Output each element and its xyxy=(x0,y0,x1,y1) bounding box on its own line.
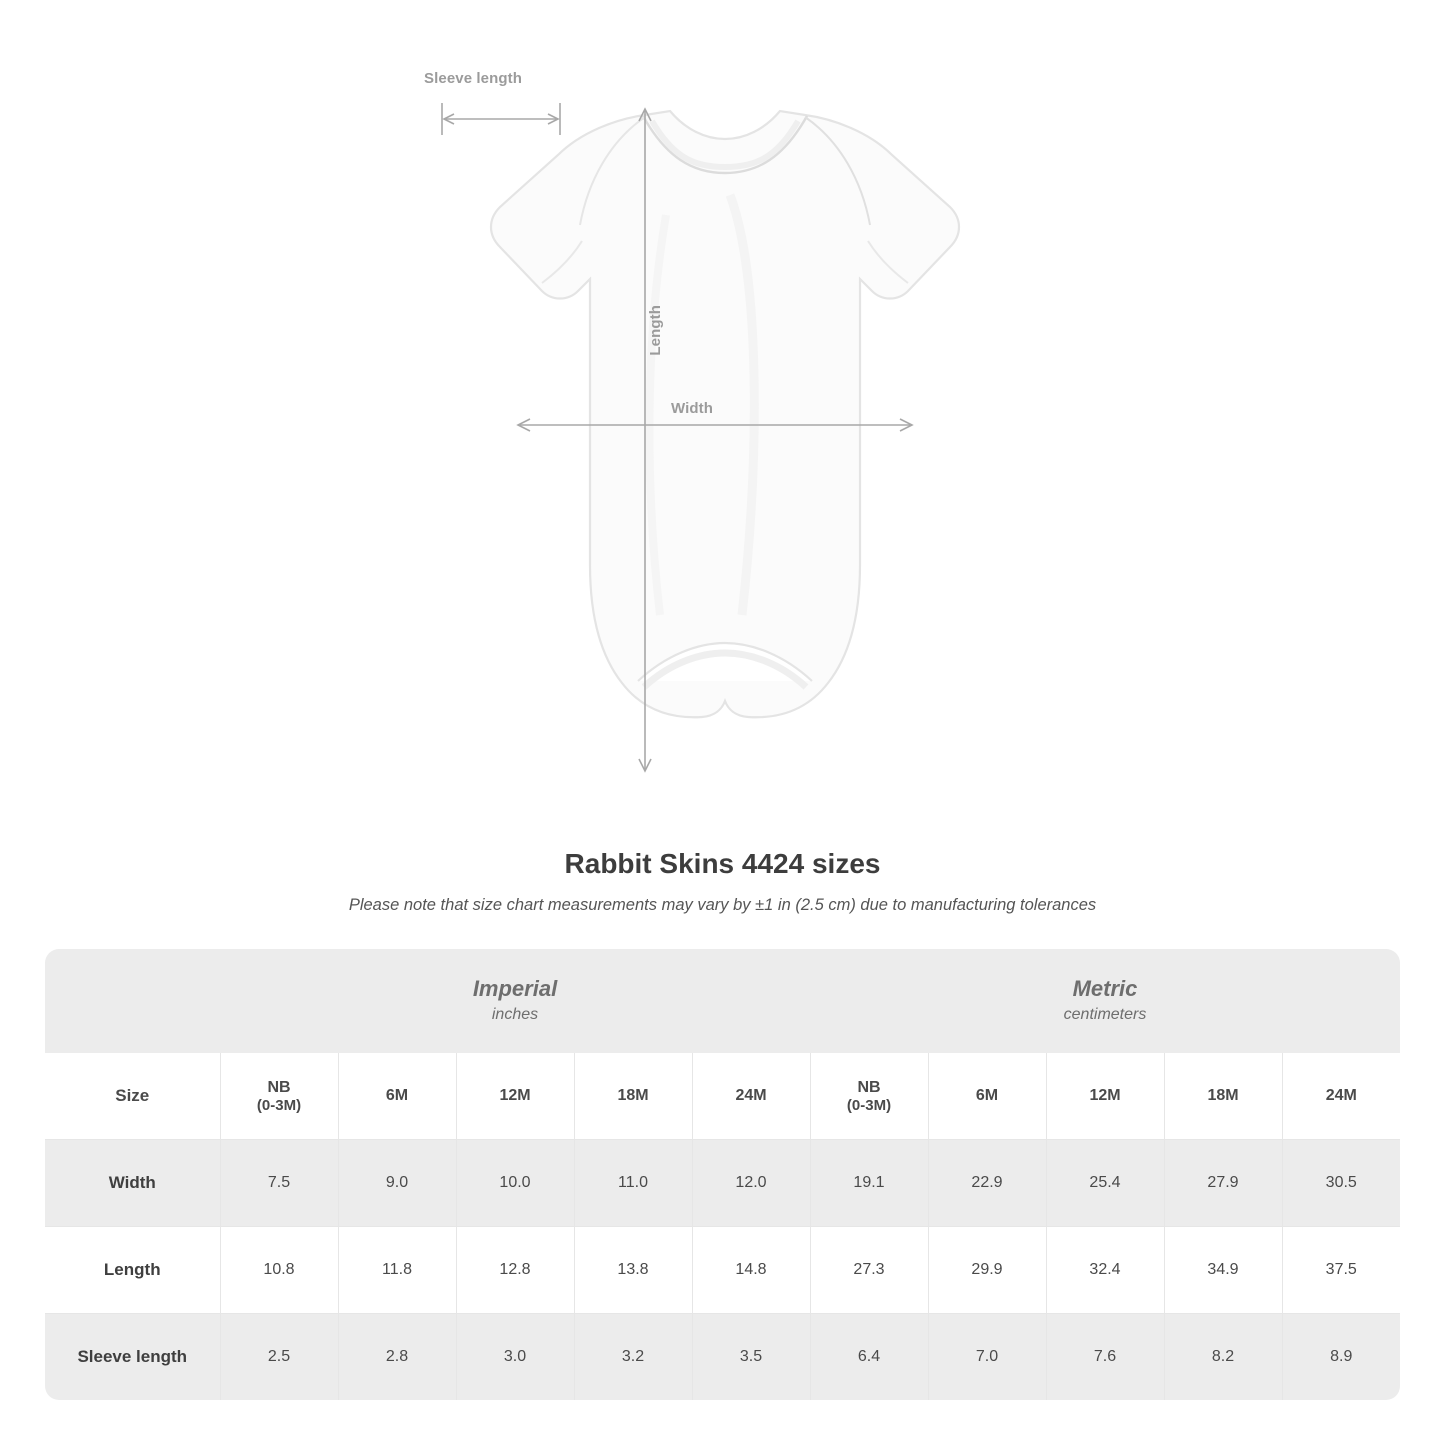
cell-sleeve-18m-in: 3.2 xyxy=(574,1314,692,1401)
cell-width-24m-cm: 30.5 xyxy=(1282,1140,1400,1227)
cell-width-6m-in: 9.0 xyxy=(338,1140,456,1227)
size-header-nb-in xyxy=(220,1053,338,1140)
cell-sleeve-12m-in: 3.0 xyxy=(456,1314,574,1401)
cell-length-18m-cm: 34.9 xyxy=(1164,1227,1282,1314)
cell-sleeve-6m-in: 2.8 xyxy=(338,1314,456,1401)
cell-width-24m-in: 12.0 xyxy=(692,1140,810,1227)
cell-length-12m-in: 12.8 xyxy=(456,1227,574,1314)
size-header-6m-in: 6M xyxy=(338,1053,456,1140)
sleeve-length-annotation: Sleeve length xyxy=(424,70,523,87)
size-label: NB xyxy=(857,1078,881,1096)
bodysuit-svg xyxy=(430,95,1020,785)
size-header-18m-cm: 18M xyxy=(1164,1053,1282,1140)
title-block xyxy=(0,848,1445,915)
size-chart-table xyxy=(45,949,1400,1400)
size-header-cell: Size xyxy=(45,1053,220,1140)
row-label-length: Length xyxy=(45,1227,220,1314)
tolerance-note: Please note that size chart measurements may vary by ±1 in (2.5 cm) due to manufacturing tolerances xyxy=(348,896,1097,914)
size-header-row xyxy=(45,1053,1400,1140)
size-header-24m-cm: 24M xyxy=(1282,1053,1400,1140)
size-header-6m-cm: 6M xyxy=(928,1053,1046,1140)
unit-group-metric xyxy=(810,949,1400,1053)
cell-length-6m-cm: 29.9 xyxy=(928,1227,1046,1314)
bodysuit-body xyxy=(491,111,959,717)
row-label-width: Width xyxy=(45,1140,220,1227)
cell-sleeve-6m-cm: 7.0 xyxy=(928,1314,1046,1401)
cell-sleeve-nb-cm: 6.4 xyxy=(810,1314,928,1401)
unit-corner-cell xyxy=(45,949,220,1053)
unit-group-imperial xyxy=(220,949,810,1053)
table-row xyxy=(45,1227,1400,1314)
size-header-18m-in: 18M xyxy=(574,1053,692,1140)
cell-sleeve-24m-in: 3.5 xyxy=(692,1314,810,1401)
size-sublabel: (0-3M) xyxy=(256,1096,302,1114)
bodysuit-figure xyxy=(430,95,1020,785)
unit-group-metric-label: Metric xyxy=(1072,976,1138,1002)
cell-width-18m-cm: 27.9 xyxy=(1164,1140,1282,1227)
size-header-24m-in: 24M xyxy=(692,1053,810,1140)
size-header-nb-cm xyxy=(810,1053,928,1140)
size-chart-table-wrap xyxy=(45,949,1400,1400)
cell-length-18m-in: 13.8 xyxy=(574,1227,692,1314)
cell-length-6m-in: 11.8 xyxy=(338,1227,456,1314)
table-row xyxy=(45,1314,1400,1401)
unit-group-metric-sub: centimeters xyxy=(1063,1005,1147,1023)
length-annotation: Length xyxy=(647,305,664,356)
table-row xyxy=(45,1140,1400,1227)
cell-width-nb-cm: 19.1 xyxy=(810,1140,928,1227)
cell-sleeve-12m-cm: 7.6 xyxy=(1046,1314,1164,1401)
cell-sleeve-nb-in: 2.5 xyxy=(220,1314,338,1401)
width-annotation: Width xyxy=(671,400,714,417)
cell-length-nb-cm: 27.3 xyxy=(810,1227,928,1314)
cell-width-12m-in: 10.0 xyxy=(456,1140,574,1227)
cell-width-nb-in: 7.5 xyxy=(220,1140,338,1227)
cell-sleeve-24m-cm: 8.9 xyxy=(1282,1314,1400,1401)
cell-width-18m-in: 11.0 xyxy=(574,1140,692,1227)
cell-length-12m-cm: 32.4 xyxy=(1046,1227,1164,1314)
size-sublabel: (0-3M) xyxy=(846,1096,892,1114)
unit-group-imperial-label: Imperial xyxy=(472,976,558,1002)
row-label-sleeve-length: Sleeve length xyxy=(45,1314,220,1401)
cell-sleeve-18m-cm: 8.2 xyxy=(1164,1314,1282,1401)
cell-length-24m-cm: 37.5 xyxy=(1282,1227,1400,1314)
cell-width-6m-cm: 22.9 xyxy=(928,1140,1046,1227)
unit-group-imperial-sub: inches xyxy=(491,1005,539,1023)
size-header-12m-cm: 12M xyxy=(1046,1053,1164,1140)
unit-header-row xyxy=(45,949,1400,1053)
cell-length-nb-in: 10.8 xyxy=(220,1227,338,1314)
size-label: NB xyxy=(267,1078,291,1096)
page-title: Rabbit Skins 4424 sizes xyxy=(564,848,881,879)
cell-length-24m-in: 14.8 xyxy=(692,1227,810,1314)
size-header-12m-in: 12M xyxy=(456,1053,574,1140)
cell-width-12m-cm: 25.4 xyxy=(1046,1140,1164,1227)
